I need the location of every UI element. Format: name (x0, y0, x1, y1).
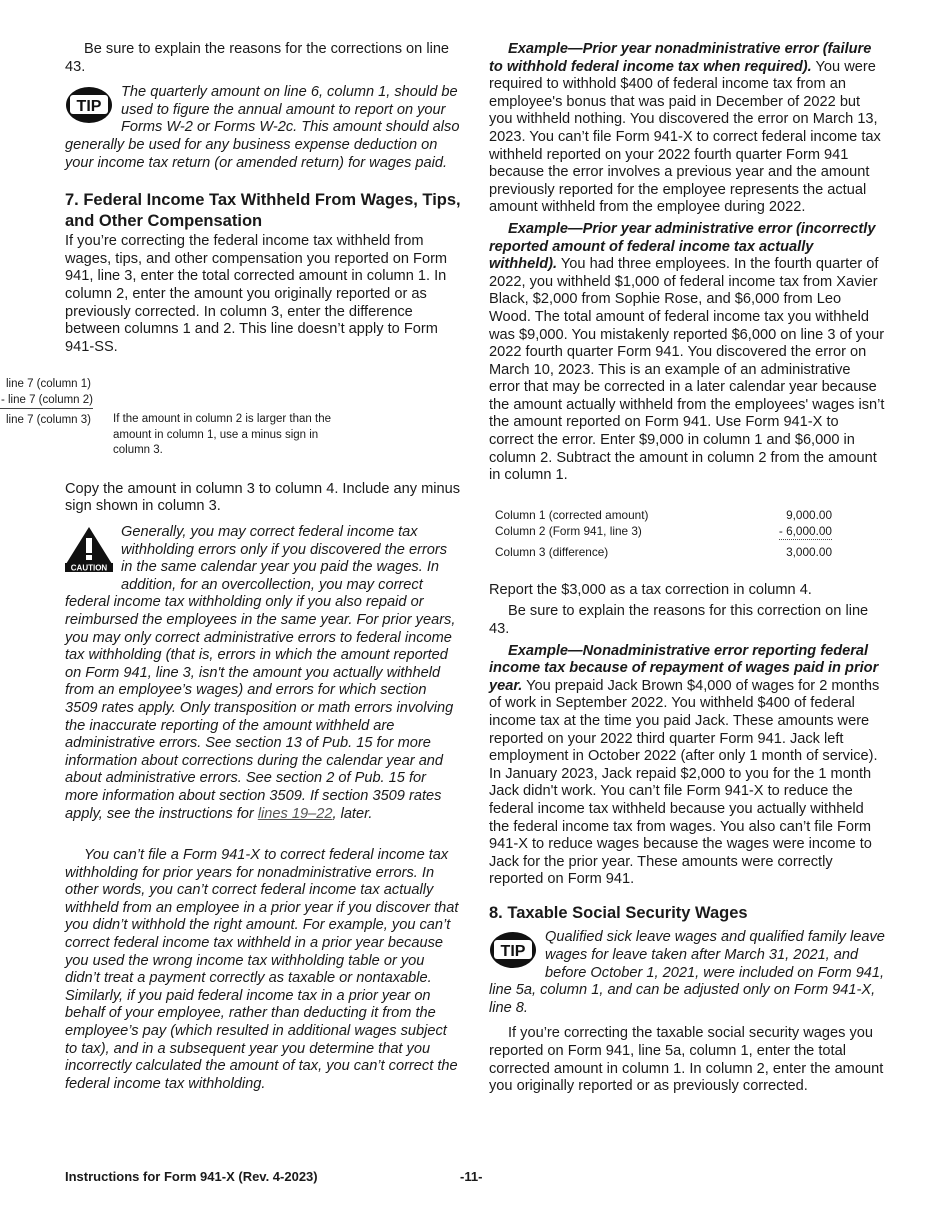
example-3-text: You prepaid Jack Brown $4,000 of wages for 2 months of work in September 2022. You withheld $400 of federal income tax at the time you paid Jack. These amounts were reported on your 2022 third quarter Form 941. Jack left employment in October 2022 (after only 1 month of service). In January 2023, Jack repaid $2,000 to you for the 1 month Jack didn't work. You can’t file Form 941-X to reduce the federal income tax withheld because you actually withheld the federal income tax from wages. You also can’t file Form 941-X to reduce wages because the wages were income to Jack for the prior year. These amounts were correctly reported on Form 941. (489, 677, 880, 888)
explain-paragraph: Be sure to explain the reasons for this correction on line 43. (489, 603, 869, 638)
correction-table (495, 507, 832, 560)
table-row-label: Column 1 (corrected amount) (495, 507, 649, 522)
footer-title: Instructions for Form 941-X (Rev. 4-2023) (65, 1169, 318, 1184)
tip-icon (489, 931, 537, 975)
example-1 (489, 41, 885, 217)
lines-19-22-link[interactable]: lines 19–22 (257, 805, 333, 822)
tip-box-2 (489, 929, 885, 1017)
tip-box-1 (65, 84, 461, 172)
caution-text-a: Generally, you may correct federal income tax withholding errors only if you discovered the errors in the same calendar year you paid the wages. In addition, for an overcollection, you may correct federal income tax withholding only if you also repaid or reimbursed the employees in the same year. For prior years, you may only correct administrative errors to federal income tax withholding (that is, errors in which the amount reported on Form 941, line 3, isn't the amount you actually withheld from an employee’s wages) and errors for which section 3509 rates apply. Only transposition or math errors involving the inaccurate reporting of the amount withheld are administrative errors. See section 13 of Pub. 15 for more information about corrections during the calendar year and about administrative errors. See section 2 of Pub. 15 for more information about section 3509. If section 3509 rates apply, see the instructions for (65, 524, 456, 822)
left-column (0, 41, 461, 1093)
right-column (489, 41, 885, 1096)
example-2-title: Example—Prior year administrative error (incorrectly reported amount of federal income tax actually withheld). (489, 220, 876, 273)
example-2-text: You had three employees. In the fourth quarter of 2022, you withheld $1,000 of federal income tax from Xavier Black, $2,000 from Sophie Rose, and $6,000 from Leo Wood. The total amount of federal income tax you withheld was $9,000. You mistakenly reported $6,000 on line 3 of your 2022 fourth quarter Form 941. You discovered the error on March 10, 2023. This is an example of an administrative error that may be corrected in a later calendar year because the amount actually withheld from the employees' wages isn’t the amount reported on Form 941. Use Form 941-X to correct the error. Enter $9,000 in column 1 and $6,000 in column 2. Subtract the amount in column 2 from the amount in column 1. (489, 256, 885, 484)
table-row (495, 544, 832, 560)
example-1-title: Example—Prior year nonadministrative error (failure to withhold federal income tax when required). (489, 41, 872, 75)
example-1-text: You were required to withhold $400 of federal income tax from an employee's bonus that was paid in December of 2022 but you withheld nothing. You discovered the error on March 13, 2023. You can’t file Form 941-X to correct federal income tax withheld reported on your 2022 fourth quarter Form 941 because the error involves a previous year and the amount previously reported for the employee represents the actual amount withheld from the employee during 2022. (489, 58, 881, 216)
tip-icon-label: TIP (500, 943, 526, 961)
caution-icon (65, 526, 113, 578)
calc-row-1: line 7 (column 1) (5, 378, 91, 391)
section-8-paragraph: If you’re correcting the taxable social security wages you reported on Form 941, line 5a, column 1, enter the total corrected amount in column 1. In column 2, enter the amount you originally reported or as previously corrected. (489, 1025, 884, 1095)
section-7-paragraph: If you’re correcting the federal income tax withheld from wages, tips, and other compensation you reported on Form 941, line 3, enter the total corrected amount in column 1. In column 2, enter the amount you originally reported or as previously corrected. In column 3, enter the difference between columns 1 and 2. This line doesn’t apply to Form 941-SS. (65, 233, 448, 355)
tip-text-1: The quarterly amount on line 6, column 1, should be used to figure the annual amount to report on your Forms W-2 or Forms W-2c. This amount should also generally be used for any business expense deduction on your income tax return (or amended return) for wages paid. (65, 84, 460, 171)
caution-box (65, 524, 461, 823)
tip-text-2: Qualified sick leave wages and qualified family leave wages for leave taken after March 31, 2021, and before October 1, 2021, were included on Form 941, line 5a, column 1, and can be adjusted only on Form 941-X, line 8. (489, 929, 885, 1016)
page-footer (65, 1168, 887, 1186)
calc-row-3: line 7 (column 3) (5, 414, 91, 427)
copy-paragraph: Copy the amount in column 3 to column 4. Include any minus sign shown in column 3. (65, 480, 461, 515)
table-row (495, 523, 832, 540)
calc-note: If the amount in column 2 is larger than the amount in column 1, use a minus sign in column 3. (113, 413, 331, 457)
example-3 (489, 643, 885, 889)
tip-icon-label: TIP (76, 98, 102, 116)
caution-text-b: , later. (332, 805, 373, 822)
table-row-value: 9,000.00 (786, 507, 832, 522)
example-3-title: Example—Nonadministrative error reporting federal income tax because of repayment of wages paid in prior year. (489, 642, 879, 694)
section-7-heading: 7. Federal Income Tax Withheld From Wages, Tips, and Other Compensation (65, 191, 461, 230)
line-7-calculation (0, 376, 461, 459)
calc-row-2: - line 7 (column 2) (0, 392, 93, 409)
table-row-value: 3,000.00 (786, 544, 832, 559)
table-row-label: Column 3 (difference) (495, 544, 609, 559)
table-row (495, 507, 832, 523)
table-row-label: Column 2 (Form 941, line 3) (495, 523, 642, 538)
page-number: -11- (460, 1169, 483, 1184)
caution-icon-label: CAUTION (70, 563, 108, 572)
table-row-value: - 6,000.00 (778, 523, 832, 538)
cant-file-paragraph: You can’t file a Form 941-X to correct federal income tax withholding for prior years for nonadministrative errors. In other words, you can’t correct federal income tax actually withheld from an employee in a prior year if you discover that you didn’t withhold the right amount. For example, you can’t correct federal income tax withheld in a prior year because you used the wrong income tax withholding table or you didn’t treat a payment correctly as taxable or nontaxable. Similarly, if you paid federal income tax in a prior year on behalf of your employee, rather than deducting it from the employee’s pay (which resulted in additional wages subject to tax), and in a subsequent year you determine that you incorrectly calculated the amount of tax, you can’t correct the federal income tax withholding. (65, 847, 459, 1092)
report-paragraph: Report the $3,000 as a tax correction in column 4. (489, 581, 812, 598)
caution-text (65, 524, 461, 823)
intro-paragraph: Be sure to explain the reasons for the corrections on line 43. (65, 41, 450, 75)
tip-icon (65, 86, 113, 130)
section-8-heading: 8. Taxable Social Security Wages (489, 903, 748, 922)
example-2 (489, 221, 885, 485)
